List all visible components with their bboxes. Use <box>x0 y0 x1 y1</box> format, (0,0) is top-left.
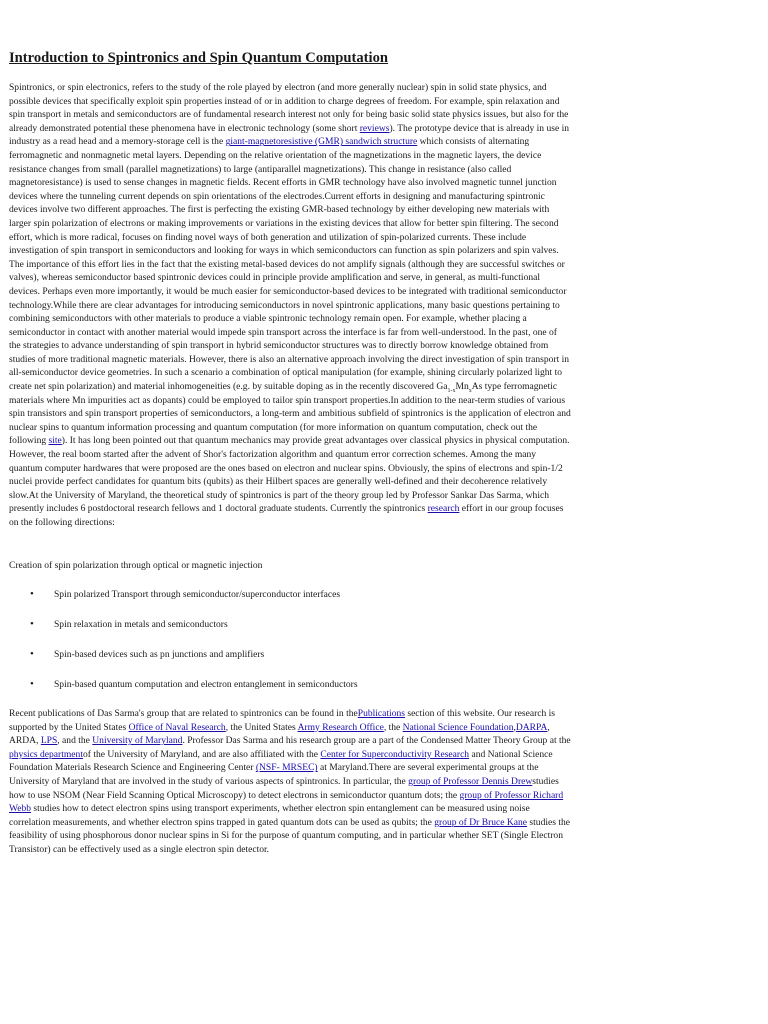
army-research-office-link[interactable]: Army Research Office <box>297 721 384 733</box>
subscript: x <box>468 387 472 394</box>
center-for-superconductivity-research-link[interactable]: Center for Superconductivity Research <box>320 748 470 760</box>
lps-link[interactable]: LPS <box>40 735 58 747</box>
research-direction-heading: Creation of spin polarization through optical or magnetic injection <box>9 560 263 571</box>
research-directions-list <box>30 589 550 709</box>
list-item: • Spin relaxation in metals and semiconductors <box>30 619 550 649</box>
national-science-foundation-link[interactable]: National Science Foundation <box>402 721 514 733</box>
list-item: • Spin-based devices such as pn junctions and amplifiers <box>30 649 550 679</box>
research-link[interactable]: research <box>427 503 460 515</box>
reviews-link[interactable]: reviews <box>359 122 390 134</box>
darpa-link[interactable]: DARPA <box>515 721 548 733</box>
gmr-sandwich-link[interactable]: giant-magnetoresistive (GMR) sandwich structure <box>225 136 418 148</box>
intro-paragraph: Spintronics, or spin electronics, refers to the study of the role played by electron (and more generally nuclear) spin in solid state physics, and possible devices that specifically exploit spin properties instead of or in addition to charge degrees of freedom. For example, spin relaxation and spin transport in metals and semiconductors are of fundamental research interest not only for being basic solid state physics issues, but also for the already demonstrated potential these phenomena have in electronic technology (some short reviews). The prototype device that is already in use in industry as a read head and a memory-storage cell is the giant-magnetoresistive (GMR) sandwich structure which consists of alternating ferromagnetic and nonmagnetic metal layers. Depending on the relative orientation of the magnetizations in the magnetic layers, the device resistance changes from small (parallel magnetizations) to large (antiparallel magnetizations). This change in resistance (also called magnetoresistance) is used to sense changes in magnetic fields. Recent efforts in GMR technology have also involved magnetic tunnel junction devices where the tunneling current depends on spin orientations of the electrodes.Current efforts in designing and manufacturing spintronic devices involve two different approaches. The first is perfecting the existing GMR-based technology by either developing new materials with larger spin polarization of electrons or making improvements or variations in the existing devices that allow for better spin filtering. The second effort, which is more radical, focuses on finding novel ways of both generation and utilization of spin-polarized currents. These include investigation of spin transport in semiconductors and looking for ways in which semiconductors can function as spin polarizers and spin valves. The importance of this effort lies in the fact that the existing metal-based devices do not amplify signals (although they are successful switches or valves), whereas semiconductor based spintronic devices could in principle provide amplification and serve, in general, as multi-functional devices. Perhaps even more importantly, it would be much easier for semiconductor-based devices to be integrated with traditional semiconductor technology.While there are clear advantages for introducing semiconductors in novel spintronic applications, many basic questions pertaining to combining semiconductors with other materials to produce a viable spintronic technology remain open. For example, whether placing a semiconductor in contact with another material would impede spin transport across the interface is far from well-understood. In the past, one of the strategies to advance understanding of spin transport in hybrid semiconductor structures was to directly borrow knowledge obtained from studies of more traditional magnetic materials. However, there is also an alternative approach involving the direct investigation of spin transport in all-semiconductor device geometries. In such a scenario a combination of optical manipulation (for example, shining circularly polarized light to create net spin polarization) and material inhomogeneities (e.g. by suitable doping as in the recently discovered $Ga_{1-x}Mn_xAs$ type ferromagnetic materials where Mn impurities act as dopants) could be employed to tailor spin transport properties.In addition to the near-term studies of various spin transistors and spin transport properties of semiconductors, a long-term and ambitious subfield of spintronics is the application of electron and nuclear spins to quantum information processing and quantum computation (for more information on quantum computation, check out the following site). It has long been pointed out that quantum mechanics may provide great advantages over classical physics in physical computation. However, the real boom started after the advent of Shor's factorization algorithm and quantum error correction schemes. Among the many quantum computer hardwares that were proposed are the ones based on electron and nuclear spins. Obviously, the spins of electrons and spin-1/2 nuclei provide perfect candidates for quantum bits (qubits) as their Hilbert spaces are generally well-defined and their decoherence relatively slow.At the University of Maryland, the theoretical study of spintronics is part of the theory group led by Professor Sankar Das Sarma, which presently includes 6 postdoctoral research fellows and 1 doctoral graduate students. Currently the spintronics research effort in our group focuses on the following directions: <box>9 82 571 528</box>
publications-paragraph: Recent publications of Das Sarma's group that are related to spintronics can be found in thePublications section of this website. Our research is supported by the United States Office of Naval Research, the United States Army Research Office, the National Science Foundation,DARPA, ARDA, LPS, and the University of Maryland. Professor Das Sarma and his research group are a part of the Condensed Matter Theory Group at the physics departmentof the University of Maryland, and are also affiliated with the Center for Superconductivity Research and National Science Foundation Materials Research Science and Engineering Center (NSF- MRSEC) at Maryland.There are several experimental groups at the University of Maryland that are involved in the study of various aspects of spintronics. In particular, the group of Professor Dennis Drewstudies how to use NSOM (Near Field Scanning Optical Microscopy) to detect electrons in semiconductor quantum dots; the group of Professor Richard Webb studies how to detect electron spins using transport experiments, whether electron spin entanglement can be measured using noise correlation measurements, and whether electron spins trapped in gated quantum dots can be used as qubits; the group of Dr Bruce Kane studies the feasibility of using phosphorous donor nuclear spins in Si for the purpose of quantum computing, and in particular whether SET (Single Electron Transistor) can be effectively used as a single electron spin detector. <box>9 708 571 855</box>
office-of-naval-research-link[interactable]: Office of Naval Research <box>128 721 226 733</box>
dennis-drew-group-link[interactable]: group of Professor Dennis Drew <box>408 775 533 787</box>
publications-link[interactable]: Publications <box>357 708 405 719</box>
richard-webb-group-link[interactable]: group of Professor Richard Webb <box>9 789 564 815</box>
bruce-kane-group-link[interactable]: group of Dr Bruce Kane <box>434 816 528 828</box>
quantum-computation-site-link[interactable]: site <box>48 435 62 447</box>
list-item: • Spin polarized Transport through semiconductor/superconductor interfaces <box>30 589 550 619</box>
page-title: Introduction to Spintronics and Spin Quantum Computation <box>9 50 389 66</box>
physics-department-link[interactable]: physics department <box>9 748 83 760</box>
university-of-maryland-link[interactable]: University of Maryland <box>92 735 183 747</box>
nsf-mrsec-link[interactable]: (NSF- MRSEC) <box>255 762 318 774</box>
subscript: 1-x <box>447 387 456 394</box>
list-item: • Spin-based quantum computation and electron entanglement in semiconductors <box>30 679 550 709</box>
